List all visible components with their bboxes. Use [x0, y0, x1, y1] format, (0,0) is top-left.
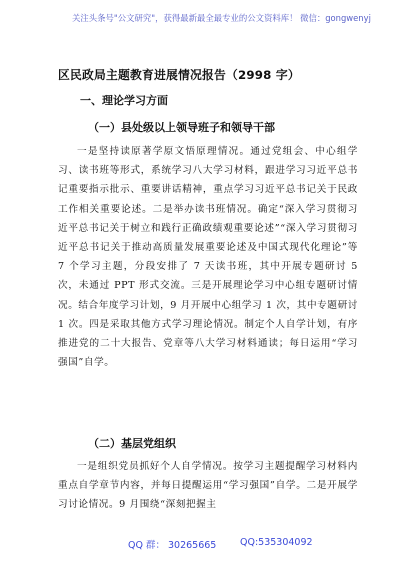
paragraph-grassroots-study: 一是组织党员抓好个人自学情况。按学习主题提醒学习材料内重点自学章节内容，并每日提醒运用“学习强国”自学。二是开展学习讨论情况。9 月围绕“深刻把握主	[58, 461, 358, 511]
subsection-heading-grassroots: （二）基层党组织	[88, 437, 176, 450]
paragraph-leadership-study: 一是坚持读原著学原文悟原理情况。通过党组会、中心组学习、读书班等形式，系统学习八大学习材料，跟进学习习近平总书记重要指示批示、重要讲话精神，重点学习习近平总书记关于民政工作相关重要论述。二是举办读书班情况。确定“深入学习贯彻习近平总书记关于树立和践行正确政绩观重要论述”“深入学习贯彻习近平总书记关于推动高质量发展重要论述及中国式现代化理论”等 7 个学习主题，分段安排了 7 天读书班，其中开展专题研讨 5 次，未通过 PPT 形式交流。三是开展理论学习中心组专题研讨情况。结合年度学习计划，9 月开展中心组学习 1 次，其中专题研讨 1 次。四是采取其他方式学习理论情况。制定个人自学计划，有序推进党的二十大报告、党章等八大学习材料通读；每日运用“学习强国”自学。	[58, 146, 358, 369]
subsection-heading-leadership: （一）县处级以上领导班子和领导干部	[88, 121, 275, 134]
footer-qq-contact: QQ:535304092	[240, 537, 313, 548]
footer-qq-group: QQ 群： 30265665	[128, 540, 217, 551]
section-heading-theory-study: 一、理论学习方面	[80, 94, 168, 107]
header-banner: 关注头条号"公文研究"，获得最新最全最专业的公文资料库！ 微信：gongwenyj	[72, 13, 371, 23]
document-title: 区民政局主题教育进展情况报告（2998 字）	[58, 68, 300, 82]
